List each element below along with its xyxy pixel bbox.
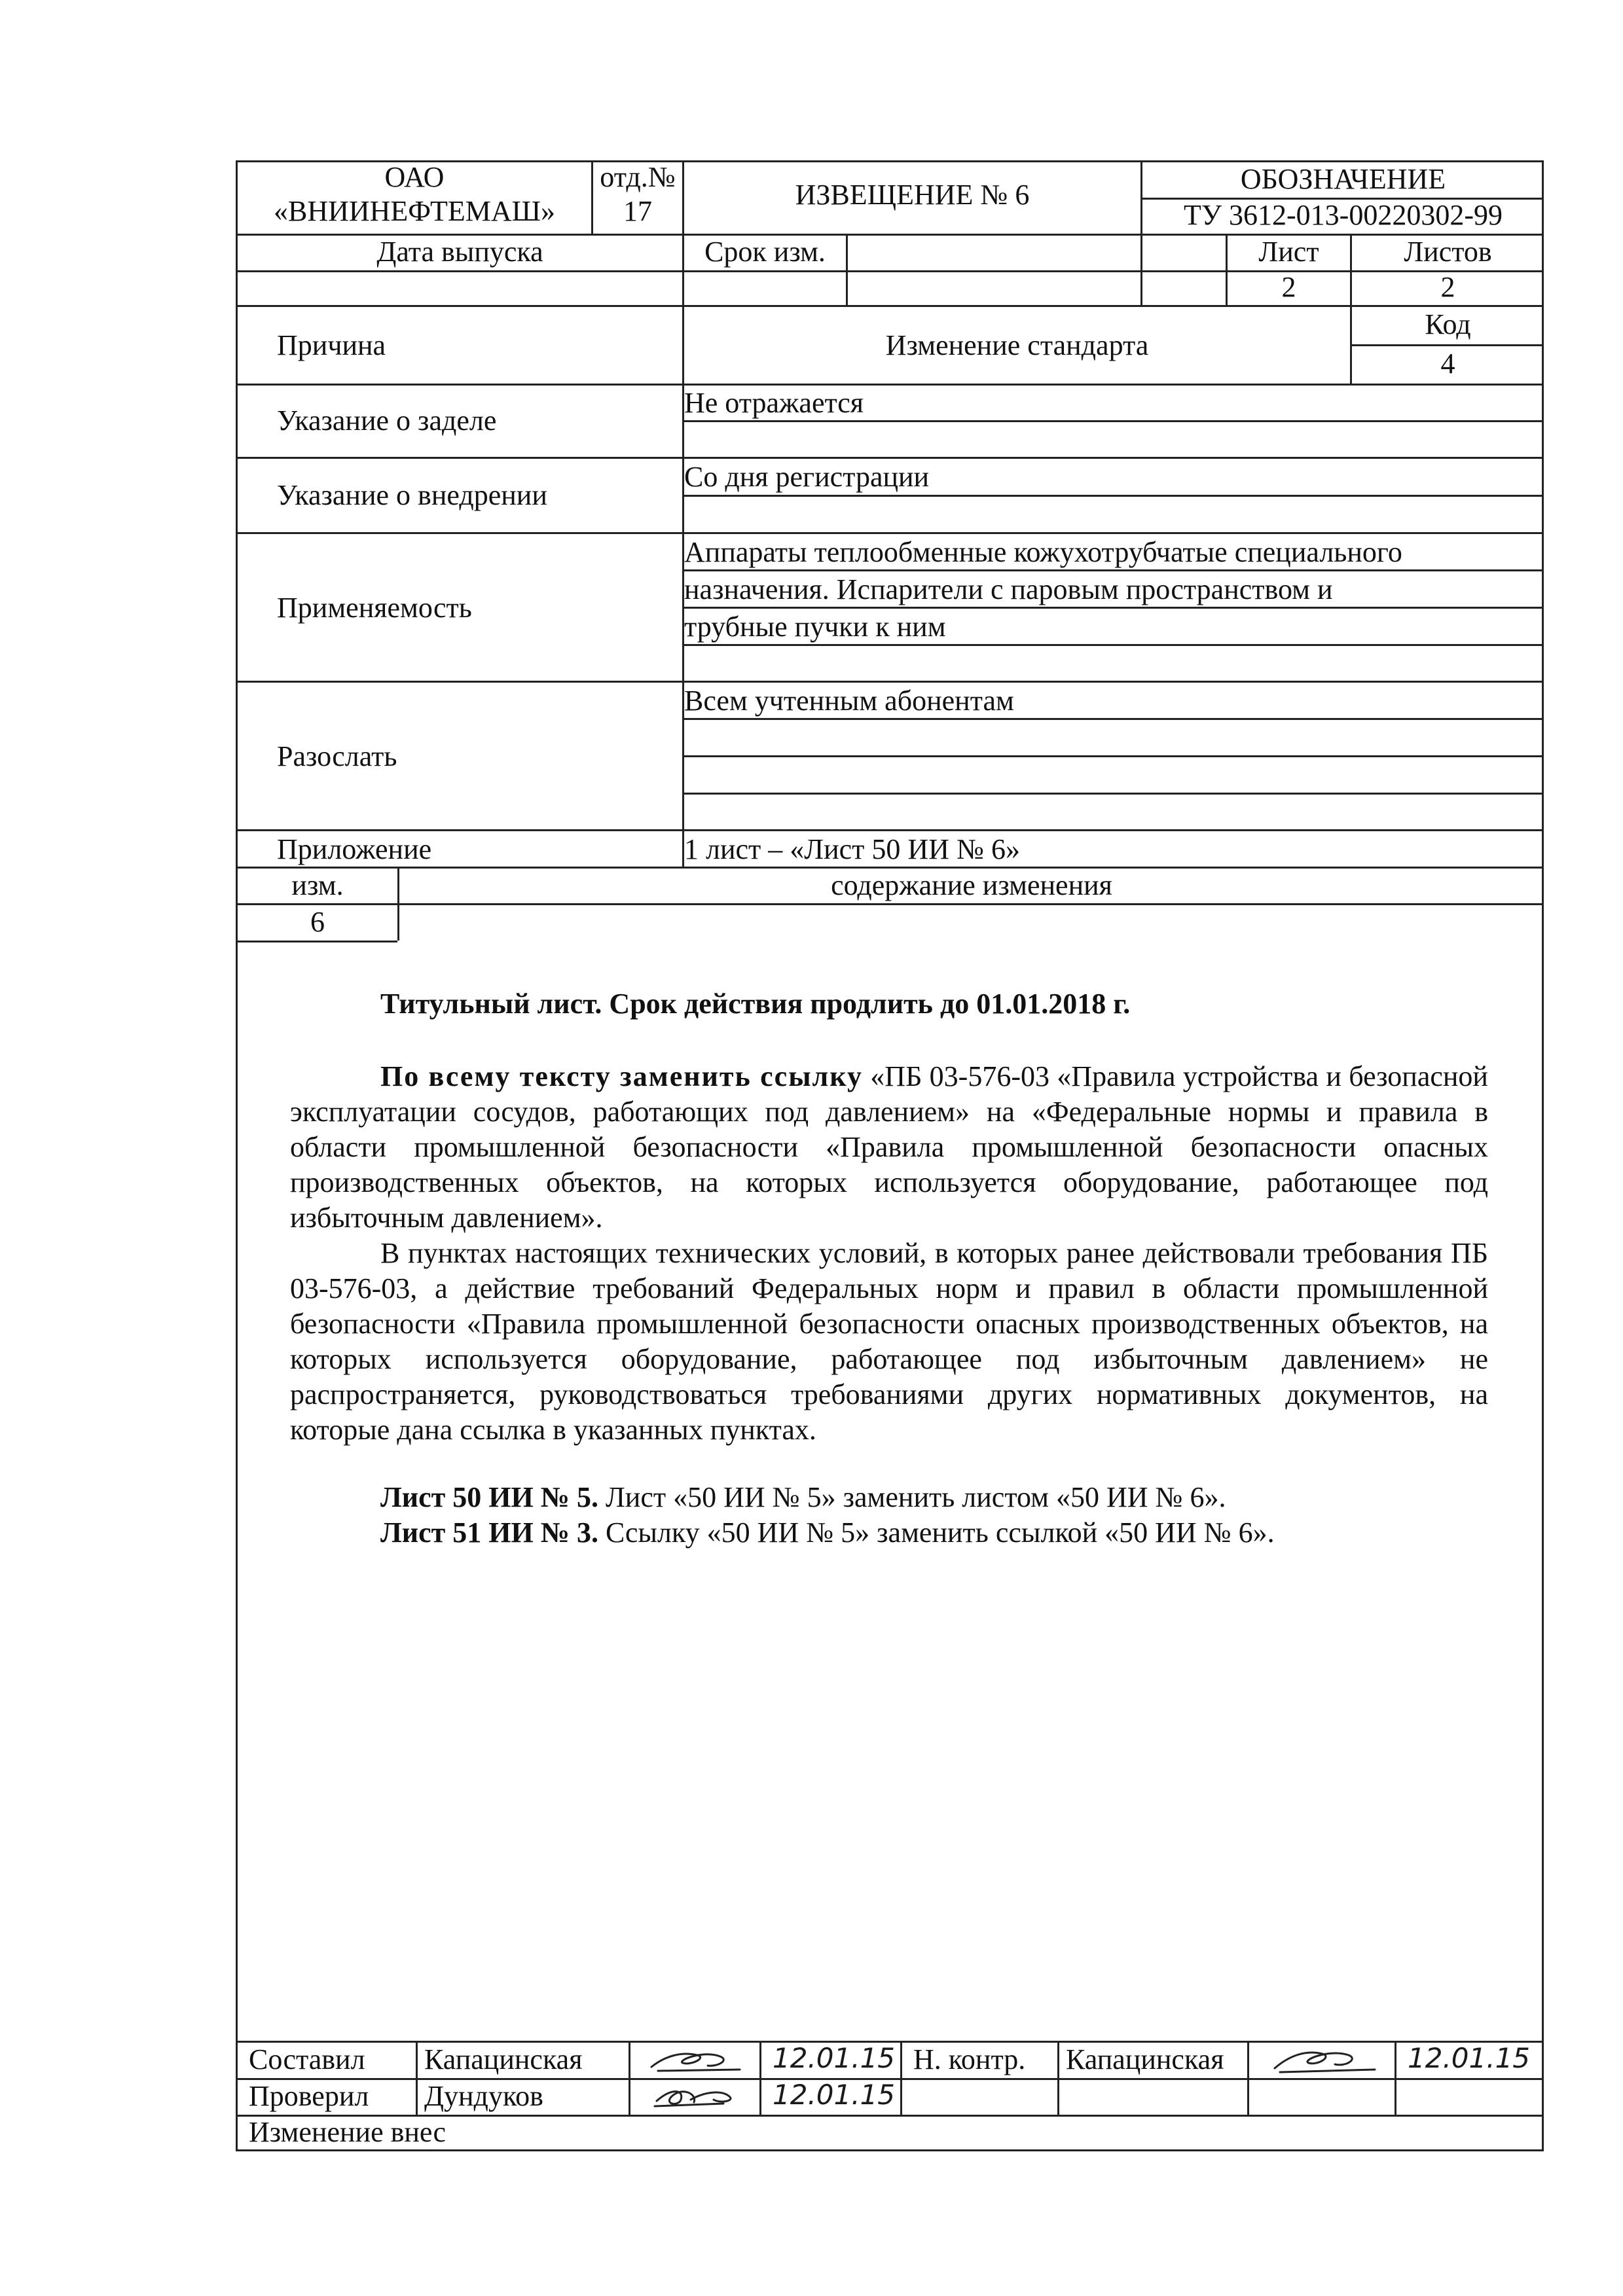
sheets-label: Листов (1404, 236, 1492, 268)
department-label: отд.№ (600, 161, 676, 193)
paragraph-sheet-50: Лист 50 ИИ № 5. Лист «50 ИИ № 5» заменить листом «50 ИИ № 6». (380, 1481, 1226, 1513)
applicability-line-2: назначения. Испарители с паровым пространством и (684, 573, 1333, 605)
checked-name: Дундуков (424, 2080, 543, 2112)
norm-control-signature (1267, 2043, 1385, 2076)
norm-control-label: Н. контр. (913, 2043, 1026, 2075)
sheet-value: 2 (1281, 271, 1296, 303)
change-term-label: Срок изм. (704, 236, 826, 268)
paragraph-sheet-51: Лист 51 ИИ № 3. Ссылку «50 ИИ № 5» заменить ссылкой «50 ИИ № 6». (380, 1516, 1275, 1549)
checked-signature (645, 2081, 750, 2113)
organization-line1: ОАО (384, 161, 445, 193)
change-content-label: содержание изменения (831, 869, 1112, 901)
code-value: 4 (1440, 348, 1455, 380)
checked-date: 12.01.15 (773, 2079, 896, 2111)
notice-title: ИЗВЕЩЕНИЕ № 6 (795, 179, 1030, 211)
change-entered-label: Изменение внес (249, 2116, 447, 2148)
norm-control-date: 12.01.15 (1408, 2042, 1531, 2074)
backlog-label: Указание о заделе (277, 404, 497, 437)
attachment-label: Приложение (277, 833, 432, 865)
paragraph-other-documents: В пунктах настоящих технических условий, в которых ранее действовали требования ПБ 03-576-03, а действие требований Федеральных норм и правил в области промышленной безопасности «Правила промышленной безопасности опасных производственных объектов, на которых используется оборудование, работающее под избыточным давлением» не распространяется, руководствоваться требованиями других нормативных документов, на которые дана ссылка в указанных пунктах. (290, 1237, 1488, 1446)
reason-value: Изменение стандарта (885, 329, 1149, 361)
change-content-body (290, 1059, 1488, 1448)
code-label: Код (1425, 308, 1471, 340)
issue-date-label: Дата выпуска (376, 236, 543, 268)
compiled-date: 12.01.15 (773, 2042, 896, 2074)
reason-label: Причина (277, 329, 386, 361)
attachment-value: 1 лист – «Лист 50 ИИ № 6» (684, 833, 1020, 865)
implementation-label: Указание о внедрении (277, 479, 547, 511)
norm-control-name: Капацинская (1066, 2043, 1224, 2075)
applicability-line-3: трубные пучки к ним (684, 611, 946, 643)
implementation-value: Со дня регистрации (684, 461, 930, 493)
designation-value: ТУ 3612-013-00220302-99 (1184, 199, 1503, 231)
applicability-line-1: Аппараты теплообменные кожухотрубчатые специального (684, 536, 1402, 568)
distribute-label: Разослать (277, 740, 397, 772)
applicability-label: Применяемость (277, 592, 472, 624)
sheet-label: Лист (1258, 236, 1319, 268)
change-number-label: изм. (291, 869, 344, 901)
backlog-value: Не отражается (684, 387, 864, 419)
compiled-name: Капацинская (424, 2043, 583, 2075)
change-number-value: 6 (310, 906, 325, 938)
distribute-value: Всем учтенным абонентам (684, 685, 1014, 717)
organization-line2: «ВНИИНЕФТЕМАШ» (273, 195, 556, 227)
sheets-value: 2 (1440, 271, 1455, 303)
compiled-label: Составил (249, 2043, 365, 2075)
compiled-signature (645, 2043, 750, 2076)
title-page-instruction: Титульный лист. Срок действия продлить до 01.01.2018 г. (380, 988, 1131, 1020)
designation-label: ОБОЗНАЧЕНИЕ (1240, 163, 1446, 195)
department-number: 17 (623, 195, 652, 227)
checked-label: Проверил (249, 2080, 369, 2112)
paragraph-replace-reference: По всему тексту заменить ссылку «ПБ 03-576-03 «Правила устройства и безопасной эксплуатации сосудов, работающих под давлением» на «Федеральные нормы и правила в области промышленной безопасности «Правила промышленной безопасности опасных производственных объектов, на которых используется оборудование, работающее под избыточным давлением». (290, 1060, 1488, 1234)
